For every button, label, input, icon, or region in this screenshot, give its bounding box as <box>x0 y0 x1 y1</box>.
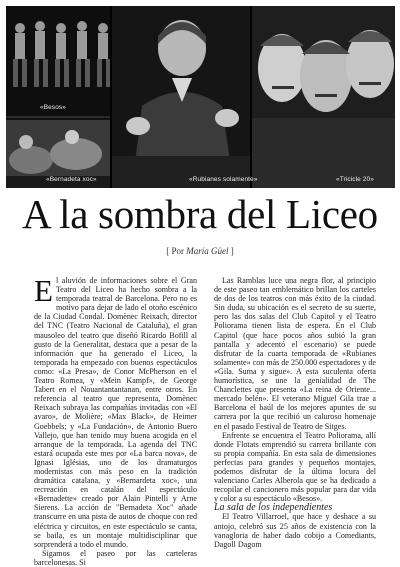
byline-suffix: ] <box>228 246 234 256</box>
article-column-left <box>34 273 197 567</box>
headline: A la sombra del Liceo <box>22 191 378 237</box>
article-paragraph: Las Ramblas luce una negra flor, al principio de este paseo tan emblemático brillan los carteles de dos de los teatros con más éxito de la ciudad. Sin duda, su ubicación es el secreto de su suerte, pero las dos salas del Club Capitol y el Teatro Poliorama tienen lista de espera. En el Club Capitol (que hace pocos años subió la gran pantalla y adecentó el escenario) se puede disfrutar de la cuarta temporada de «Rubianes solamente» con más de 250.000 espectadores y de «Gila. Suma y sigue». A esta suculenta oferta humorística, se une la genialidad de The Chanclettes que presenta «La reina de Oriente... mercado belén». El veterano Miguel Gila trae a Barcelona el baúl de los mejores apuntes de su carrera por la que recibió un caluroso homenaje en el pasado Festival de Teatro de Sitges. <box>214 276 376 431</box>
byline-prefix: [ Por <box>166 246 187 256</box>
caption-besos: «Besos» <box>40 104 66 111</box>
caption-tricicle-20: «Tricicle 20» <box>336 176 374 183</box>
drop-cap: E <box>34 273 53 308</box>
article-column-right <box>214 276 376 549</box>
article-paragraph: Enfrente se encuentra el Teatro Poliorama, allí donde Flotats emprendió su carrera brillante con su propia compañía. En esta sala de dimensiones perfectas para grandes y pequeños montajes, podemos disfrutar de la última locura del valenciano Carles Alberola que se ha dedicado a recopilar el cancionero más popular para dar vida y color a su espectáculo «Besos». <box>214 430 376 504</box>
article-paragraph: El Teatro Villarroel, que hace y deshace a su antojo, celebró sus 25 años de existencia con la vanagloria de haber dado cobijo a Comediants, Dagoll Dagom <box>214 512 376 549</box>
photo-rubianes-solamente <box>110 6 252 188</box>
caption-bernadeta-xoc: «Bernadeta xoc» <box>46 176 97 183</box>
article-paragraph: Sigamos el paseo por las carteleras barcelonesas. Si <box>34 548 197 567</box>
byline-author: María Güel <box>186 246 229 256</box>
caption-rubianes-solamente: «Rubianes solamente» <box>189 176 258 183</box>
article-paragraph <box>34 273 197 549</box>
photo-strip <box>6 6 395 188</box>
article-paragraph-text: l aluvión de informaciones sobre el Gran Teatro del Liceo ha hecho sombra a la temporada teatral de Barcelona. Pero no es motivo para dejar de lado el otoño escénico de la Ciudad Condal. Domènec Reixach, director del TNC (Teatro Nacional de Cataluña), el gran mausoleo del teatro que diseñó Ricardo Bofill al gusto de la Generalitat, destaca que a pesar de la información que ha generado el Liceo, la temporada ha empezado con buenos espectáculos como: «La Presa», de Conor McPherson en el Teatro Romea, y «Mein Kampf», de George Tabert en el Nouantantantanan, entre otros. En referencia al teatro que representa, Domènec Reixach subraya las compañías invitadas con «El avaro», de Molière; «Max Black», de Heimer Goebbels; y «La Fundación», de Antonio Buero Vallejo, que han tenido muy buena acogida en el arranque de la temporada. La agenda del TNC estará ocupada este mes por «La barca nova», de Ignasi Iglésias, uno de los dramaturgos modernistas con más peso en la tradición dramática catalana, y «Bernardeta xoc», una recreación en catalán del espectáculo «Bernadette» creado por Alain Pintelli y Arne Sierens. La acción de "Bernadeta Xoc" añade transcurre en una pista de autos de choque con red eléctrica y circuitos, en este espectáculo se canta, se baila, es un montaje multidisciplinar que sorprenderá a todo el mundo. <box>34 276 197 549</box>
byline <box>0 246 400 256</box>
photo-tricicle-20 <box>250 6 395 188</box>
section-subheading: La sala de los independientes <box>214 502 333 514</box>
